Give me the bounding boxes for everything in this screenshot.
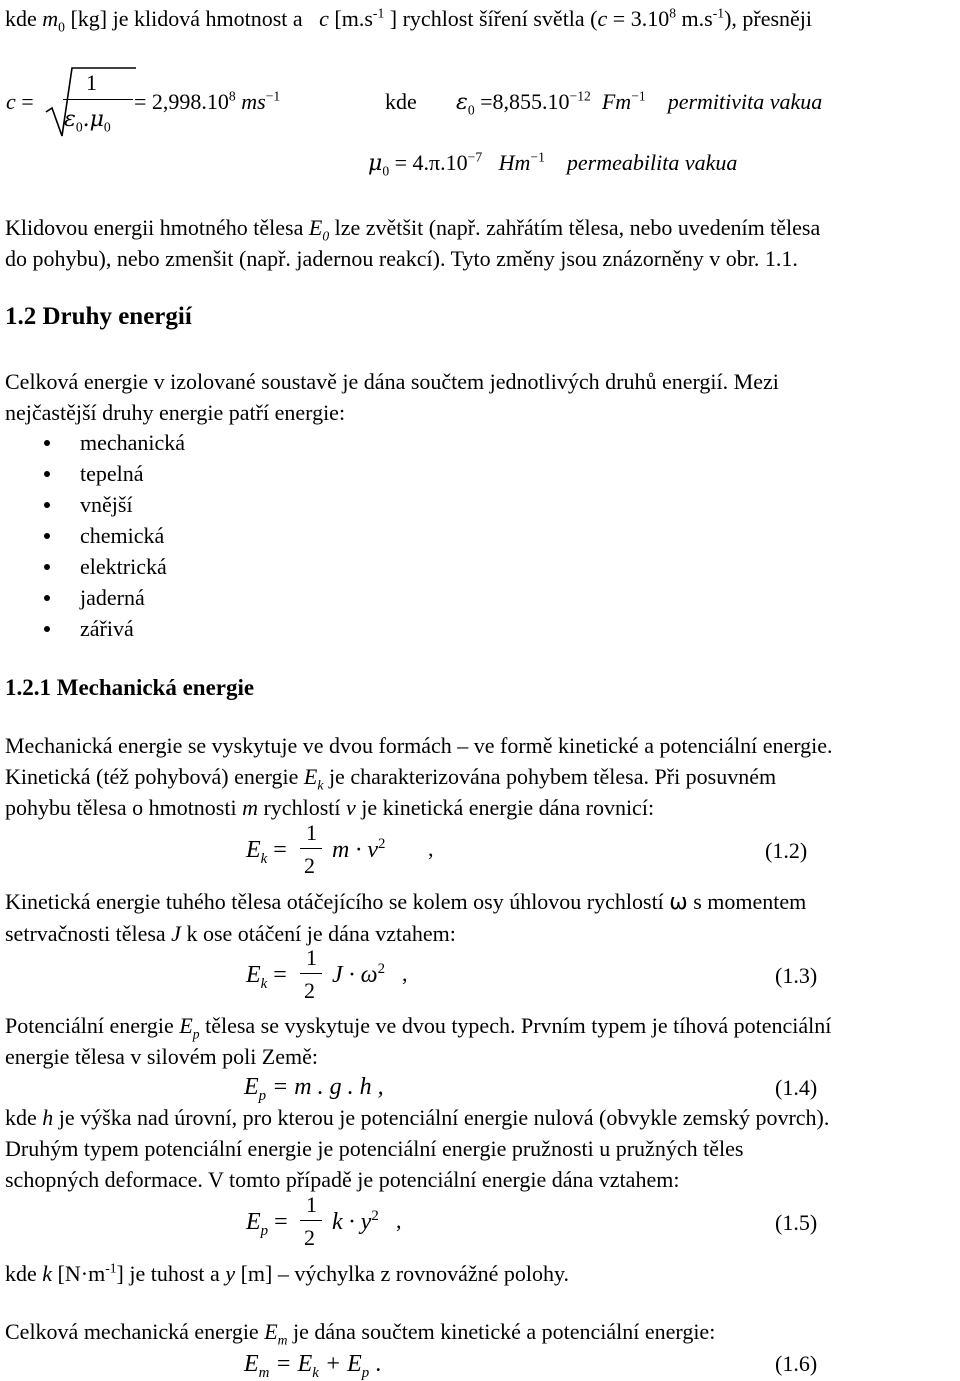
eq-comma: ,: [402, 961, 408, 986]
paragraph-rest-energy: Klidovou energii hmotného tělesa $E_0$ lze zvětšit (např. zahřátím tělesa, nebo uvedením tělesa do pohybu), nebo zmenšit (např. jadernou reakcí). Tyto změny jsou znázorněny v obr. 1.1.: [5, 215, 821, 271]
eq-content: $E_p = m$ . g . h ,: [244, 1074, 384, 1104]
list-bullet: [44, 626, 50, 632]
fraction-numerator: 1: [306, 945, 317, 970]
equation-number: (1.2): [765, 838, 808, 863]
list-item: chemická: [80, 523, 165, 548]
sub: 0: [58, 19, 65, 35]
list-bullet: [44, 440, 50, 446]
eq-lhs: $E_k$ =: [246, 962, 287, 992]
eq-comma: ,: [396, 1208, 402, 1233]
eq-body: $J \cdot \omega^2$: [332, 961, 386, 988]
fraction-denominator: 2: [304, 1225, 315, 1250]
list-item: vnější: [80, 492, 133, 517]
sup: -1: [712, 5, 725, 21]
paragraph-kinetic: Mechanická energie se vyskytuje ve dvou formách – ve formě kinetické a potenciální energie. Kinetická (též pohybová) energie $E_k$ je charakterizována pohybem tělesa. Při posuvném pohybu tělesa o hmotnosti m rychlostí v je kinetická energie dána rovnicí:: [5, 733, 833, 820]
eq-content: $E_m = E_k + E_p$ .: [244, 1351, 382, 1381]
eq-lhs: $E_k$ =: [246, 837, 287, 867]
intro-line: [5, 5, 813, 35]
text: ] rychlost šíření světla (: [389, 6, 598, 31]
list-item: mechanická: [80, 430, 186, 455]
symbol-c: c: [597, 6, 608, 31]
sup: 8: [669, 5, 677, 21]
list-bullet: [44, 564, 50, 570]
fraction-denominator: 2: [304, 853, 315, 878]
equation-number: (1.4): [775, 1075, 818, 1100]
fraction-line: [300, 848, 322, 849]
list-bullet: [44, 471, 50, 477]
fraction-denominator: 2: [304, 978, 315, 1003]
section-heading-1-2-1: 1.2.1 Mechanická energie: [5, 675, 255, 700]
equation-number: (1.6): [775, 1351, 818, 1376]
text: = 3.10: [612, 6, 670, 31]
mu0-def: $\mu_0 = 4.\pi.10^{-7}$ $Hm^{-1}$ permeabilita vakua: [368, 149, 738, 179]
paragraph-rotational: Kinetická energie tuhého tělesa otáčejícího se kolem osy úhlovou rychlostí ω s momentem setrvačnosti tělesa J k ose otáčení je dána vztahem:: [5, 889, 807, 946]
equation-number: (1.5): [775, 1210, 818, 1235]
equation-number: (1.3): [775, 963, 818, 988]
paragraph-stiffness: kde k $[N\cdot m^{-1}]$ je tuhost a y [m] – výchylka z rovnovážné polohy.: [5, 1260, 570, 1286]
list-item: elektrická: [80, 554, 167, 579]
text: ), přesněji: [724, 6, 813, 31]
epsilon0-def: $\varepsilon_0 =8,855.10^{-12}$ $Fm^{-1}$ permitivita vakua: [456, 88, 823, 118]
paragraph-energy-types: Celková energie v izolované soustavě je dána součtem jednotlivých druhů energií. Mezi nejčastější druhy energie patří energie:: [5, 369, 779, 425]
formula-lhs: c =: [6, 89, 34, 114]
sup: -1: [372, 5, 385, 21]
list-bullet: [44, 595, 50, 601]
eq-comma: ,: [428, 836, 434, 861]
text: kde: [5, 6, 37, 31]
fraction-line: [300, 1220, 322, 1221]
text: m.s: [681, 6, 713, 31]
list-bullet: [44, 502, 50, 508]
eq-body: $m \cdot v^2$: [332, 836, 386, 863]
list-bullet: [44, 533, 50, 539]
eq-body: $k \cdot y^2$: [332, 1208, 379, 1235]
text: [kg] je klidová hmotnost a: [70, 6, 303, 31]
fraction-line: [300, 973, 322, 974]
text: [m.s: [334, 6, 373, 31]
symbol-m0: m: [42, 6, 59, 31]
paragraph-potential: Potenciální energie $E_p$ tělesa se vyskytuje ve dvou typech. Prvním typem je tíhová potenciální energie tělesa v silovém poli Země:: [5, 1013, 832, 1069]
list-item: zářivá: [80, 616, 134, 641]
list-item: tepelná: [80, 461, 144, 486]
fraction-line: [63, 99, 133, 100]
fraction-denominator: $\varepsilon_0.\mu_0$: [64, 107, 111, 135]
fraction-numerator: 1: [306, 820, 317, 845]
fraction-numerator: 1: [86, 70, 97, 95]
paragraph-total: Celková mechanická energie $E_m$ je dána součtem kinetické a potenciální energie:: [5, 1319, 716, 1348]
kde-label: kde: [385, 89, 417, 114]
paragraph-elastic: kde h je výška nad úrovní, pro kterou je potenciální energie nulová (obvykle zemský povrch). Druhým typem potenciální energie je potenciální energie pružnosti u pružných těles schopných deformace. V tomto případě je potenciální energie dána vztahem:: [5, 1105, 830, 1192]
symbol-c: c: [319, 6, 329, 31]
list-item: jaderná: [80, 585, 145, 610]
eq-lhs: $E_p$ =: [246, 1209, 288, 1239]
fraction-numerator: 1: [306, 1192, 317, 1217]
section-heading-1-2: 1.2 Druhy energií: [5, 303, 192, 330]
formula-rhs: = $2,998.10^8$ $ms^{-1}$: [134, 88, 281, 114]
